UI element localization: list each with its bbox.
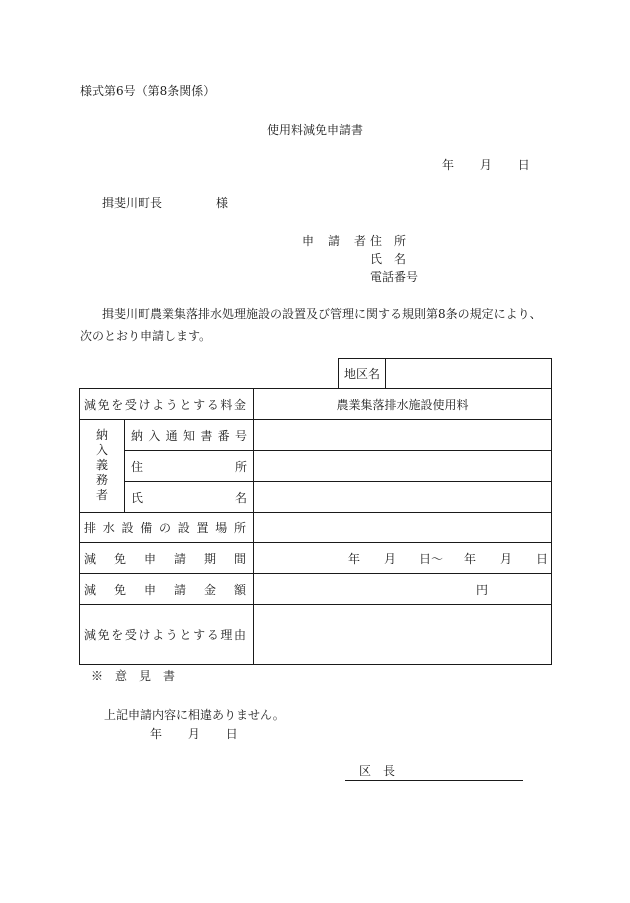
period-month-end: 月 [500, 551, 513, 566]
fee-value: 農業集落排水施設使用料 [336, 397, 469, 412]
amount-field[interactable] [254, 574, 551, 604]
date-day: 日 [517, 158, 530, 172]
document-title: 使用料減免申請書 [266, 123, 363, 137]
period-year-start: 年 [348, 551, 361, 566]
period-month-start: 月 [384, 551, 397, 566]
period-field[interactable] [254, 543, 551, 573]
form-number: 様式第6号（第8条関係） [80, 84, 216, 98]
payer-label-char: 務 [95, 472, 108, 487]
application-date [442, 156, 530, 173]
fee-label [84, 389, 250, 419]
reason-label [84, 605, 250, 664]
notice-number-label [131, 420, 249, 450]
amount-label [84, 574, 250, 604]
period-day-end: 日 [536, 551, 549, 566]
payer-name-field[interactable] [254, 482, 551, 512]
district-chief-signature-line [345, 762, 523, 781]
table-line [79, 664, 552, 665]
applicant-name-label: 氏 名 [370, 252, 407, 266]
date-month: 月 [479, 158, 492, 172]
period-day-start: 日～ [419, 551, 444, 566]
date-year: 年 [442, 158, 455, 172]
payer-address-label [131, 451, 249, 481]
fee-label-text: 減免を受けようとする料金 [84, 397, 246, 412]
drainage-location-label [84, 513, 250, 542]
payer-name-label [131, 482, 249, 512]
payer-label-char: 者 [95, 487, 108, 502]
table-line [124, 419, 125, 512]
opinion-date-year: 年 [150, 727, 163, 741]
opinion-date [150, 725, 238, 742]
payer-label-char: 納 [95, 427, 108, 442]
opinion-text: 上記申請内容に相違ありません。 [104, 708, 285, 722]
period-year-end: 年 [464, 551, 477, 566]
applicant-label: 申請者 [302, 234, 381, 248]
notice-number-field[interactable] [254, 420, 551, 450]
request-statement: 揖斐川町農業集落排水処理施設の設置及び管理に関する規則第8条の規定により、次のとおり申請します。 [80, 307, 542, 343]
applicant-phone-label: 電話番号 [370, 270, 419, 284]
opinion-date-day: 日 [225, 727, 238, 741]
payer-address-label-text: 住所 [131, 459, 247, 474]
district-label: 地区名 [343, 367, 380, 381]
payer-group-label [80, 420, 124, 510]
period-label [84, 543, 250, 573]
opinion-date-month: 月 [187, 727, 200, 741]
payer-address-field[interactable] [254, 451, 551, 481]
payer-name-label-text: 氏名 [131, 490, 247, 505]
addressee-name: 揖斐川町長 [102, 196, 163, 210]
period-label-text: 減免申請期間 [84, 551, 246, 566]
district-chief-label: 区長 [359, 764, 408, 778]
reason-field[interactable] [254, 605, 551, 664]
opinion-heading: ※ 意 見 書 [91, 669, 176, 683]
amount-unit: 円 [476, 582, 489, 597]
addressee-honorific: 様 [216, 196, 229, 210]
addressee [102, 194, 228, 211]
drainage-location-label-text: 排水設備の設置場所 [84, 521, 246, 535]
payer-label-char: 義 [95, 457, 108, 472]
amount-label-text: 減免申請金額 [84, 582, 246, 597]
drainage-location-field[interactable] [254, 513, 551, 542]
district-value-field[interactable] [386, 359, 551, 388]
applicant-address-label: 住 所 [370, 234, 407, 248]
reason-label-text: 減免を受けようとする理由 [84, 628, 246, 642]
payer-label-char: 入 [95, 442, 108, 457]
notice-number-label-text: 納入通知書番号 [131, 428, 247, 443]
